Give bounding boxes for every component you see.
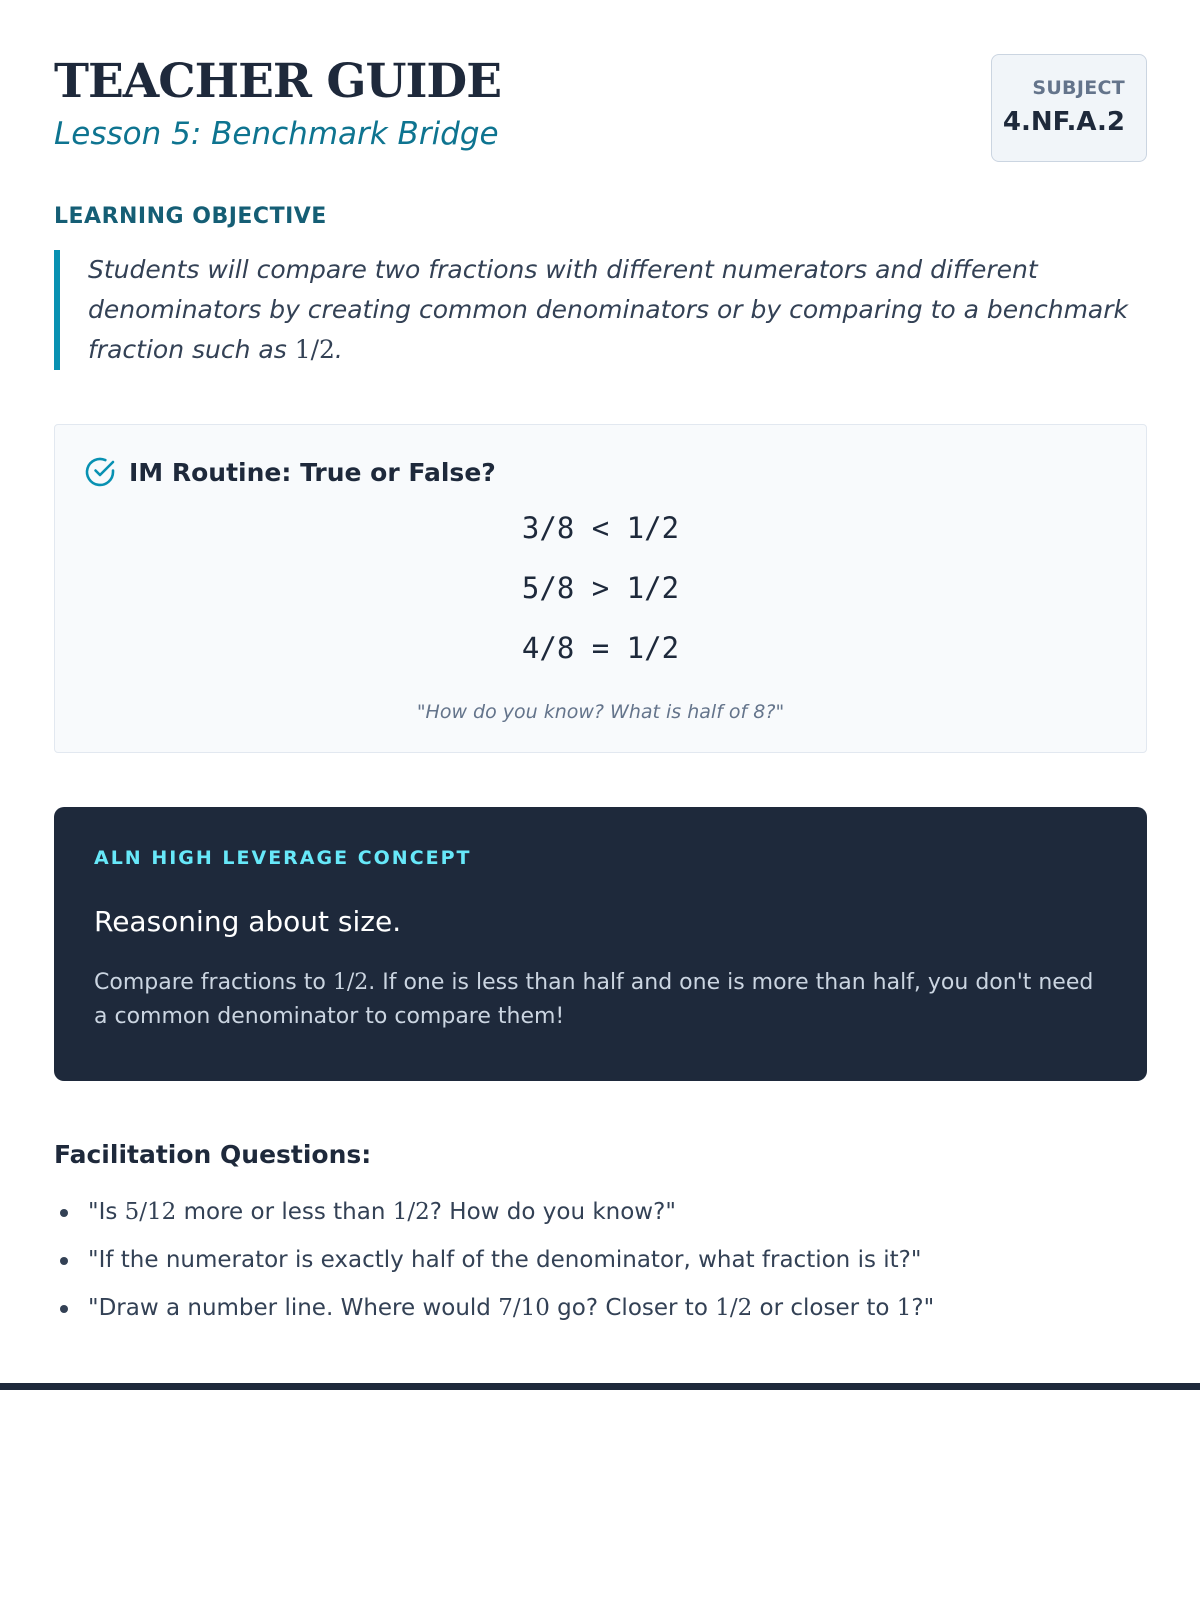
routine-prompt: "How do you know? What is half of 8?" [416, 701, 785, 723]
routine-card [54, 424, 1147, 753]
question-math: 7/10 [498, 1295, 550, 1321]
check-circle-icon [83, 455, 117, 489]
concept-heading: Reasoning about size. [94, 905, 402, 938]
question-text: ? How do you know?" [429, 1199, 676, 1225]
page-title: TEACHER GUIDE [54, 54, 502, 109]
concept-label: ALN HIGH LEVERAGE CONCEPT [94, 847, 472, 869]
subject-value: 4.NF.A.2 [1002, 107, 1125, 137]
question-text: or closer to [752, 1295, 897, 1321]
header [54, 0, 1147, 190]
question-text: go? Closer to [549, 1295, 716, 1321]
equation-1: 3/8 < 1/2 [521, 511, 680, 545]
facilitation-question [54, 1292, 1147, 1340]
routine-title: IM Routine: True or False? [129, 457, 496, 487]
facilitation-question [54, 1244, 1147, 1292]
bullet-icon [60, 1305, 68, 1313]
footer-divider [0, 1383, 1200, 1390]
facilitation-question [54, 1196, 1147, 1244]
lesson-subtitle: Lesson 5: Benchmark Bridge [54, 116, 499, 152]
question-text: "Is [88, 1199, 125, 1225]
question-text: "If the numerator is exactly half of the denominator, what fraction is it?" [88, 1247, 922, 1273]
subject-badge [991, 54, 1147, 162]
learning-objective [54, 250, 1147, 370]
objective-end: . [334, 335, 343, 364]
question-math: 1 [896, 1295, 912, 1321]
equation-3: 4/8 = 1/2 [521, 631, 680, 665]
question-text: "Draw a number line. Where would [88, 1295, 499, 1321]
bullet-icon [60, 1209, 68, 1217]
equation-2: 5/8 > 1/2 [521, 571, 680, 605]
question-math: 1/2 [392, 1199, 430, 1225]
subject-label: SUBJECT [1032, 77, 1125, 99]
routine-header [83, 455, 496, 489]
concept-body [94, 966, 1107, 1034]
question-math: 1/2 [715, 1295, 753, 1321]
facilitation-questions-list [54, 1196, 1147, 1340]
concept-body-math: 1/2 [332, 970, 369, 995]
question-text: more or less than [176, 1199, 393, 1225]
objective-math: 1/2 [294, 335, 335, 364]
objective-text: Students will compare two fractions with different numerators and different denominators by creating common denominators or by comparing to a benchmark fraction such as [88, 255, 1129, 364]
objective-heading: LEARNING OBJECTIVE [54, 204, 327, 229]
facilitation-heading: Facilitation Questions: [54, 1140, 372, 1169]
bullet-icon [60, 1257, 68, 1265]
teacher-guide-page [54, 0, 1147, 1321]
concept-body-text: Compare fractions to [94, 970, 333, 995]
question-math: 5/12 [124, 1199, 177, 1225]
question-text: ?" [911, 1295, 935, 1321]
concept-body-text-end: . If one is less than half and one is more than half, you don't need a common denominator to compare them! [94, 970, 1094, 1029]
high-leverage-concept-panel [54, 807, 1147, 1081]
